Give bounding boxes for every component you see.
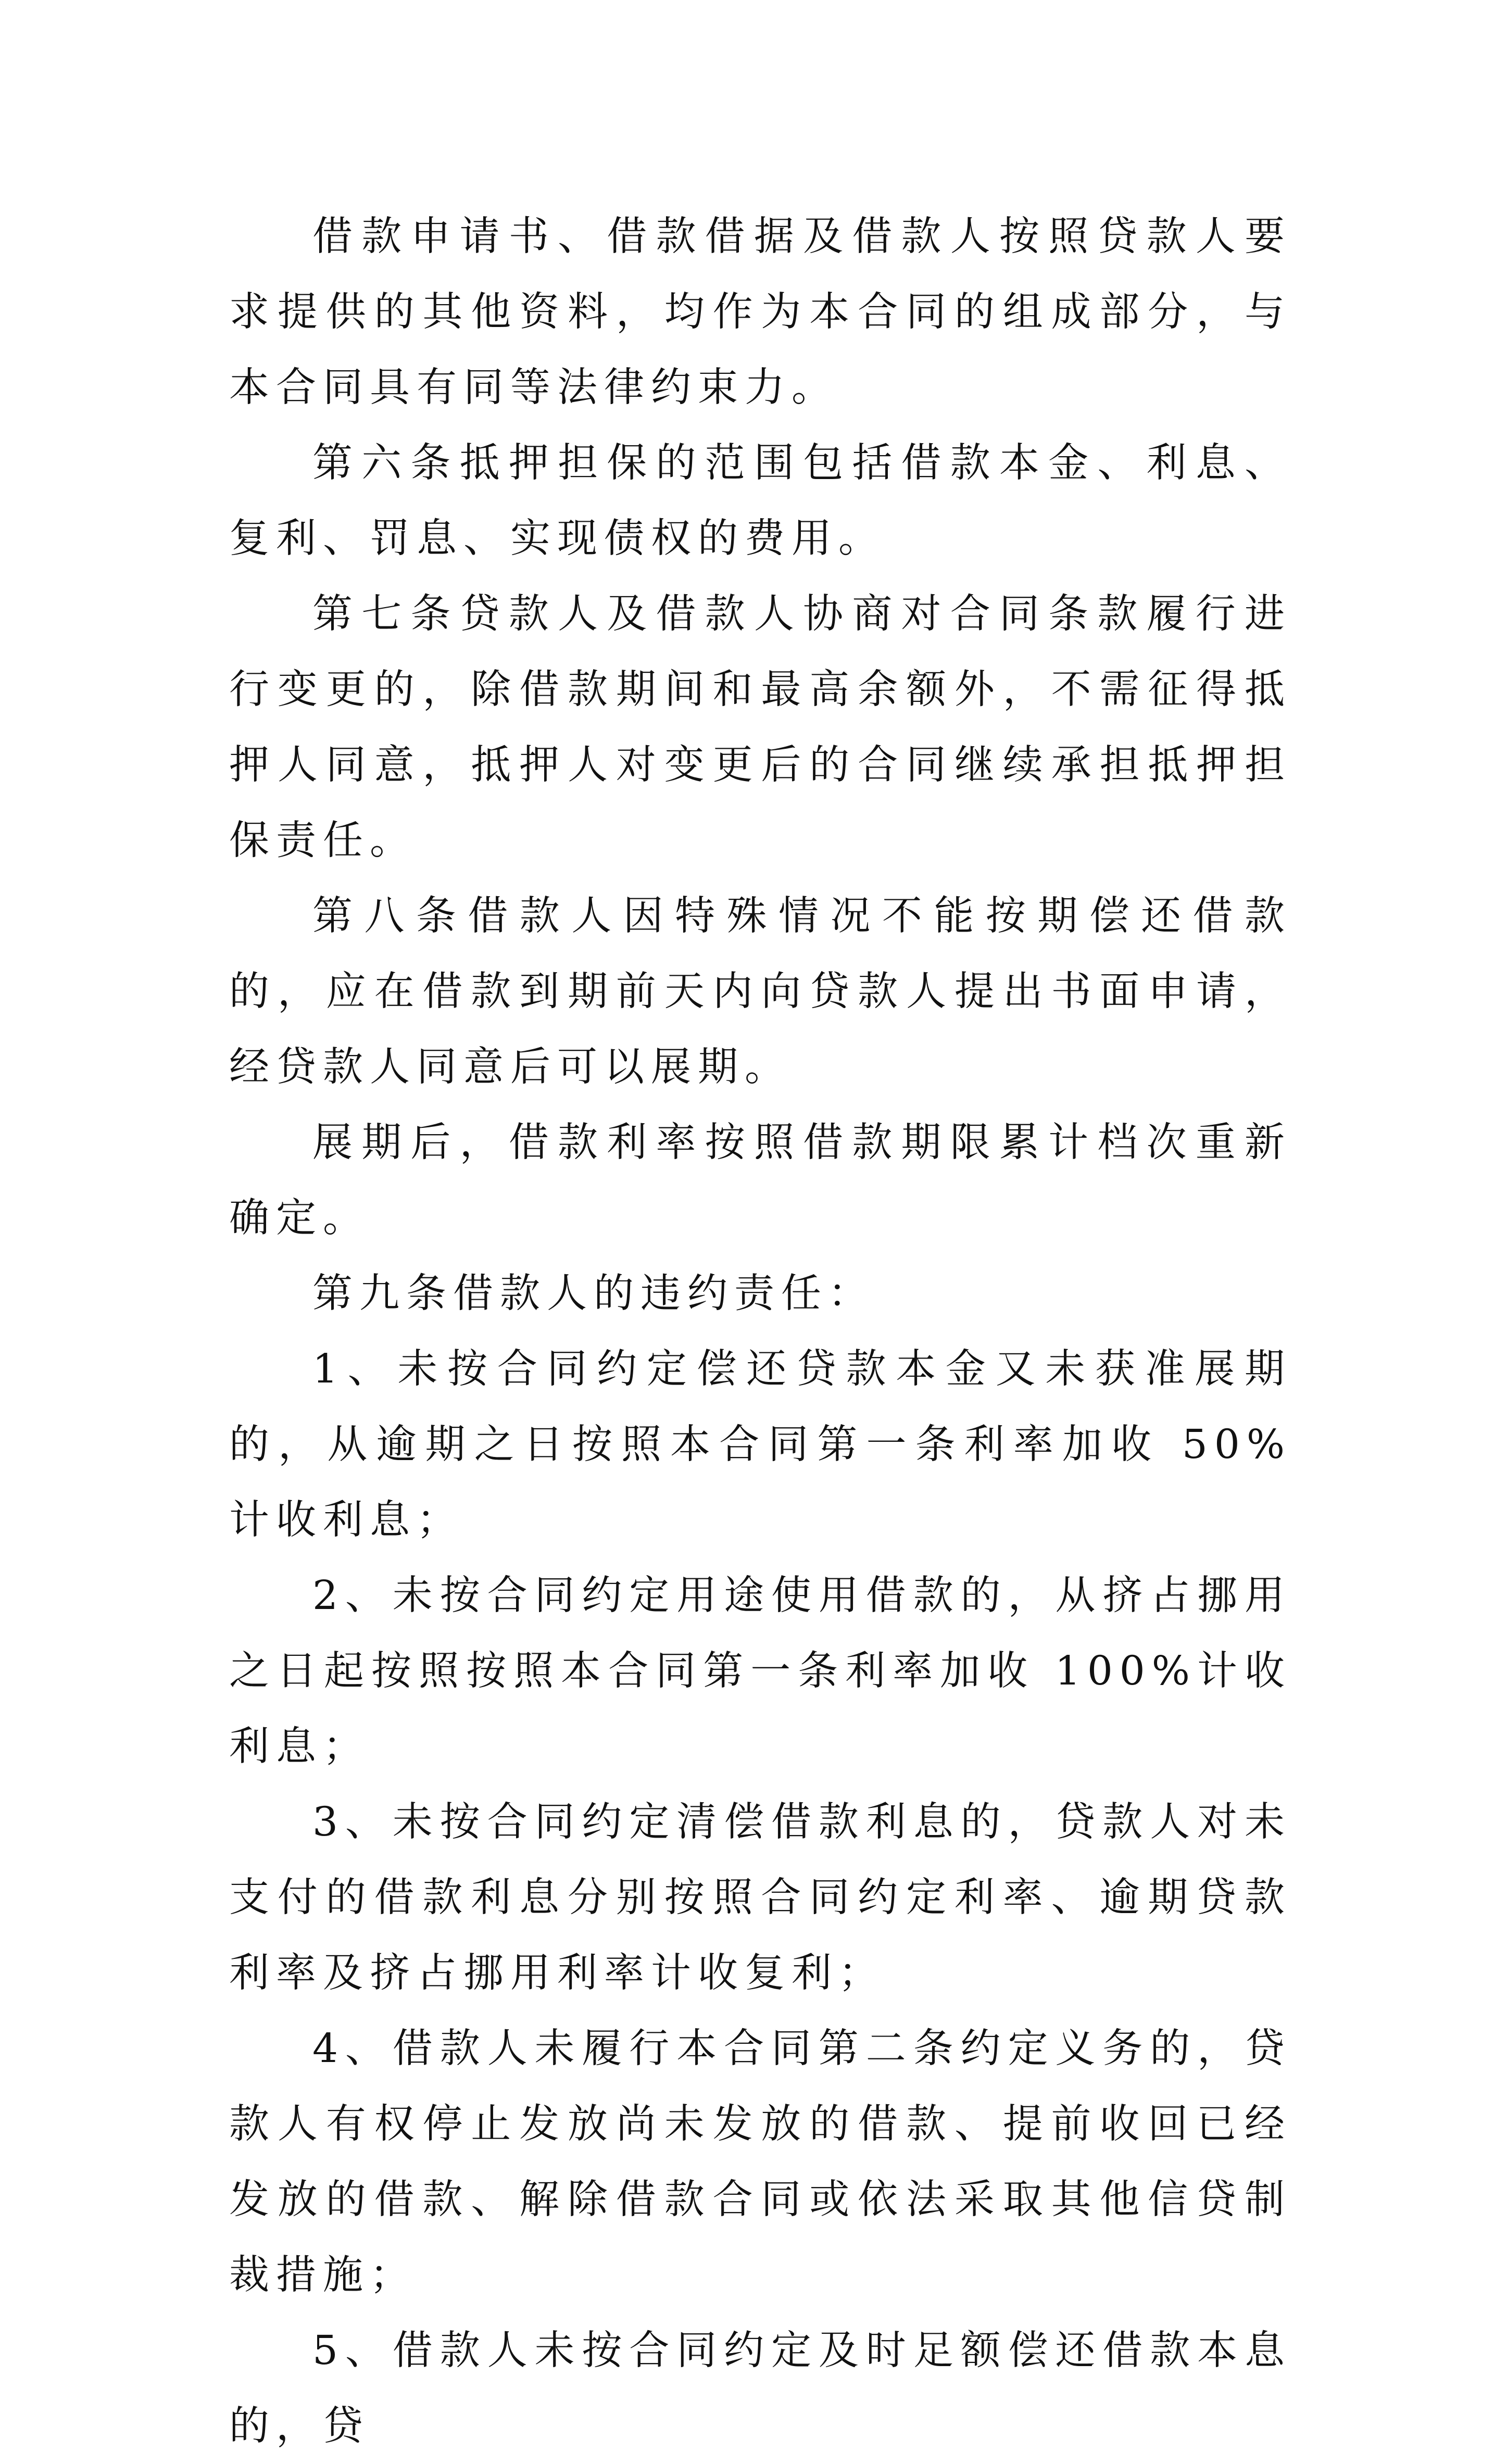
paragraph-item-5: 5、借款人未按合同约定及时足额偿还借款本息的，贷	[229, 2328, 1291, 2449]
paragraph-article-9: 第九条借款人的违约责任：	[312, 1271, 875, 1317]
paragraph-article-6: 第六条抵押担保的范围包括借款本金、利息、复利、罚息、实现债权的费用。	[229, 440, 1291, 562]
paragraph-item-2: 2、未按合同约定用途使用借款的，从挤占挪用之日起按照按照本合同第一条利率加收 100%计收利息；	[229, 1573, 1291, 1770]
paragraph-article-7: 第七条贷款人及借款人协商对合同条款履行进行变更的，除借款期间和最高余额外，不需征得抵押人同意，抵押人对变更后的合同继续承担抵押担保责任。	[229, 591, 1291, 864]
paragraph-item-1: 1、未按合同约定偿还贷款本金又未获准展期的，从逾期之日按照本合同第一条利率加收 50%计收利息；	[229, 1346, 1291, 1543]
paragraph-attachments: 借款申请书、借款借据及借款人按照贷款人要求提供的其他资料，均作为本合同的组成部分，与本合同具有同等法律约束力。	[229, 213, 1291, 411]
paragraph-item-4: 4、借款人未履行本合同第二条约定义务的，贷款人有权停止发放尚未发放的借款、提前收回已经发放的借款、解除借款合同或依法采取其他信贷制裁措施；	[229, 2026, 1291, 2298]
paragraph-article-8: 第八条借款人因特殊情况不能按期偿还借款的，应在借款到期前天内向贷款人提出书面申请，经贷款人同意后可以展期。	[229, 893, 1291, 1090]
contract-body	[229, 199, 1291, 2464]
paragraph-item-3: 3、未按合同约定清偿借款利息的，贷款人对未支付的借款利息分别按照合同约定利率、逾期贷款利率及挤占挪用利率计收复利；	[229, 1799, 1291, 1996]
paragraph-extension: 展期后，借款利率按照借款期限累计档次重新确定。	[229, 1120, 1291, 1241]
